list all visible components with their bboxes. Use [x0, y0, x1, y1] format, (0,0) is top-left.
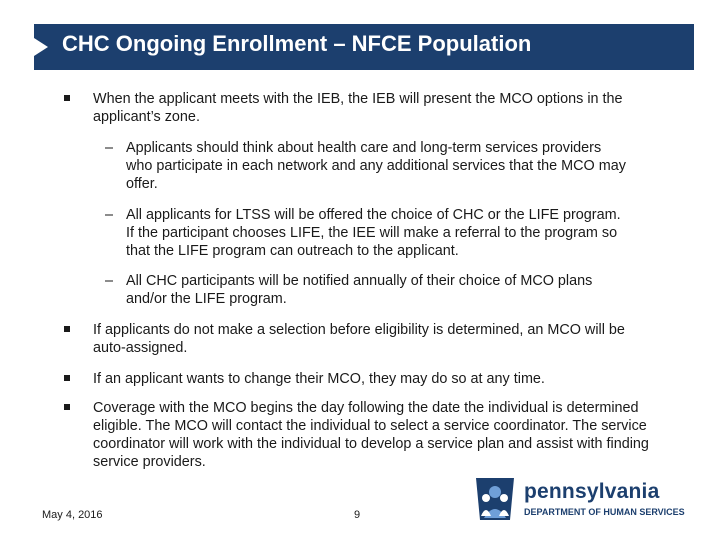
bullet-text: If an applicant wants to change their MCO, they may do so at any time.	[93, 371, 545, 387]
pennsylvania-logo	[470, 474, 690, 524]
logo-department: DEPARTMENT OF HUMAN SERVICES	[524, 507, 685, 517]
square-bullet-icon	[64, 404, 70, 410]
dash-bullet-icon: –	[105, 207, 114, 223]
sub-bullet-text: All applicants for LTSS will be offered the choice of CHC or the LIFE program. If the participant chooses LIFE, the IEE will make a referral to the program so that the LIFE program can outreach to the applicant.	[126, 207, 621, 259]
square-bullet-icon	[64, 375, 70, 381]
slide-title: CHC Ongoing Enrollment – NFCE Population	[62, 31, 532, 56]
square-bullet-icon	[64, 326, 70, 332]
bullet-text: Coverage with the MCO begins the day following the date the individual is determined eligible. The MCO will contact the individual to select a service coordinator. The service coordinator will work with the individual to develop a service plan and assist with finding service providers.	[93, 400, 649, 470]
sub-bullet-text: Applicants should think about health care and long-term services providers who participate in each network and any additional services that the MCO may offer.	[126, 140, 626, 192]
title-arrow-icon	[34, 38, 48, 56]
bullet-text: When the applicant meets with the IEB, the IEB will present the MCO options in the applicant’s zone.	[93, 91, 623, 125]
keystone-family-icon	[470, 474, 520, 524]
bullet-text: If applicants do not make a selection before eligibility is determined, an MCO will be auto-assigned.	[93, 322, 625, 356]
footer-date: May 4, 2016	[42, 509, 103, 521]
page-number: 9	[354, 509, 361, 521]
dash-bullet-icon: –	[105, 140, 114, 156]
square-bullet-icon	[64, 95, 70, 101]
dash-bullet-icon: –	[105, 273, 114, 289]
logo-name: pennsylvania	[524, 480, 660, 503]
sub-bullet-text: All CHC participants will be notified annually of their choice of MCO plans and/or the LIFE program.	[126, 273, 593, 307]
